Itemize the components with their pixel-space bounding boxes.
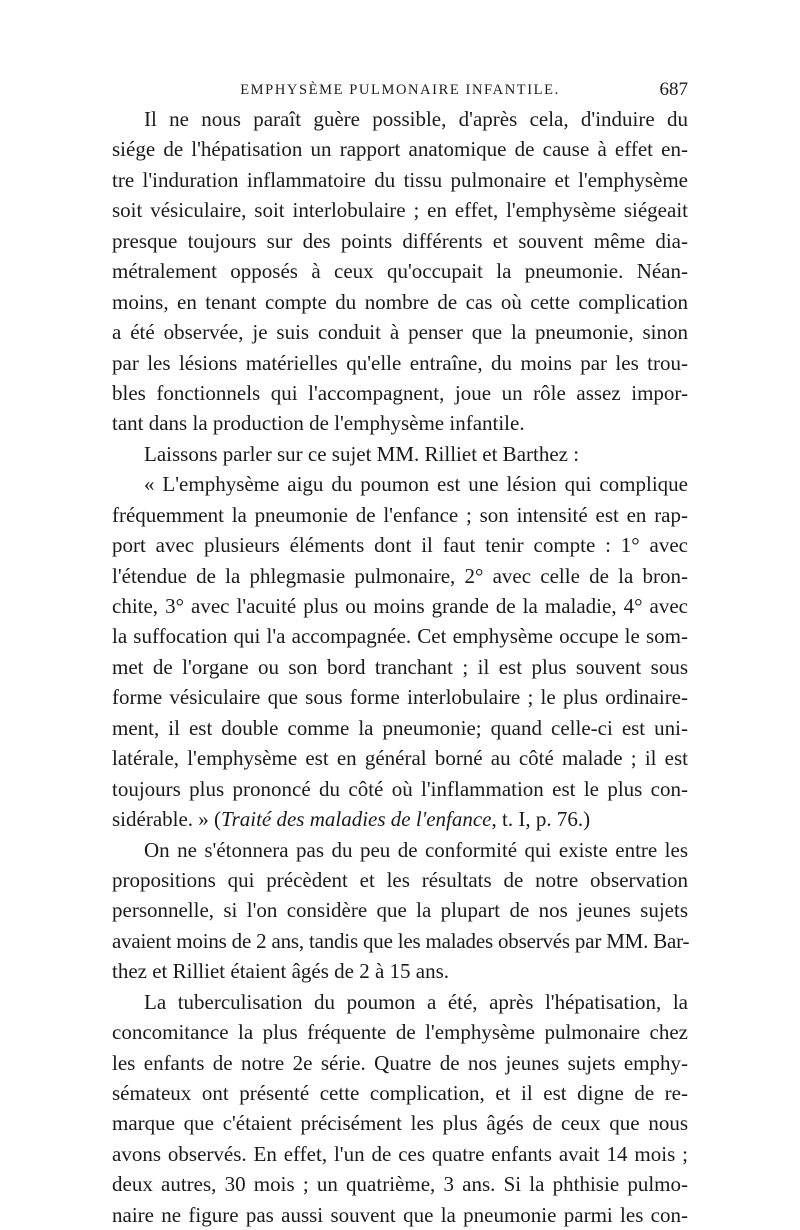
text-line: sémateux ont présenté cette complication, et il est digne de re- bbox=[112, 1081, 688, 1105]
text-line: marque que c'étaient précisément les plus âgés de ceux que nous bbox=[112, 1111, 688, 1136]
text-line: naire ne figure pas aussi souvent que la pneumonie parmi les con- bbox=[112, 1202, 688, 1227]
page-number: 687 bbox=[659, 79, 688, 100]
text-line: avons observés. En effet, l'un de ces quatre enfants avait 14 mois ; bbox=[112, 1141, 688, 1166]
body-text bbox=[112, 104, 688, 1230]
text-line: thez et Rilliet étaient âgés de 2 à 15 ans. bbox=[112, 959, 450, 984]
text-line: La tuberculisation du poumon a été, après l'hépatisation, la bbox=[144, 989, 688, 1014]
text-line: les enfants de notre 2e série. Quatre de nos jeunes sujets emphy- bbox=[112, 1050, 688, 1075]
text-line: « L'emphysème aigu du poumon est une lésion qui complique bbox=[144, 472, 688, 497]
text-line: Laissons parler sur ce sujet MM. Rilliet et Barthez : bbox=[144, 441, 580, 466]
text-line: propositions qui précèdent et les résultats de notre observation bbox=[112, 867, 688, 892]
text-line: par les lésions matérielles qu'elle entraîne, du moins par les trou- bbox=[112, 350, 688, 375]
citation-lead: sidérable. » bbox=[112, 807, 209, 832]
text-line: bles fonctionnels qui l'accompagnent, joue un rôle assez impor- bbox=[112, 380, 688, 405]
text-line: tant dans la production de l'emphysème infantile. bbox=[112, 411, 525, 436]
text-line: met de l'organe ou son bord tranchant ; il est plus souvent sous bbox=[112, 654, 688, 679]
text-line: On ne s'étonnera pas du peu de conformité qui existe entre les bbox=[144, 837, 688, 862]
text-line: tre l'induration inflammatoire du tissu pulmonaire et l'emphysème bbox=[112, 167, 688, 192]
running-title: EMPHYSÈME PULMONAIRE INFANTILE. bbox=[240, 82, 560, 98]
citation-open: ( bbox=[208, 807, 222, 832]
text-line: presque toujours sur des points différents et souvent même dia- bbox=[112, 228, 688, 253]
running-head bbox=[112, 78, 688, 102]
citation-title: Traité des maladies de l'enfance bbox=[221, 807, 492, 832]
text-line: a été observée, je suis conduit à penser que la pneumonie, sinon bbox=[112, 320, 688, 345]
citation-rest: , t. I, p. 76.) bbox=[491, 807, 591, 832]
text-line: l'étendue de la phlegmasie pulmonaire, 2° avec celle de la bron- bbox=[112, 563, 688, 588]
text-line: concomitance la plus fréquente de l'emphysème pulmonaire chez bbox=[112, 1020, 688, 1045]
text-line: port avec plusieurs éléments dont il faut tenir compte : 1° avec bbox=[112, 533, 688, 558]
text-line-citation bbox=[112, 804, 688, 834]
text-line: ment, il est double comme la pneumonie; quand celle-ci est uni- bbox=[112, 715, 688, 740]
text-line: siége de l'hépatisation un rapport anatomique de cause à effet en- bbox=[112, 137, 688, 162]
text-line: la suffocation qui l'a accompagnée. Cet emphysème occupe le som- bbox=[112, 624, 688, 649]
text-line: Il ne nous paraît guère possible, d'après cela, d'induire du bbox=[144, 107, 688, 131]
text-line: forme vésiculaire que sous forme interlobulaire ; le plus ordinaire- bbox=[112, 685, 688, 710]
text-line: personnelle, si l'on considère que la plupart de nos jeunes sujets bbox=[112, 898, 688, 923]
text-line: moins, en tenant compte du nombre de cas où cette complication bbox=[112, 289, 688, 314]
text-line: toujours plus prononcé du côté où l'inflammation est le plus con- bbox=[112, 776, 688, 801]
text-line: latérale, l'emphysème est en général borné au côté malade ; il est bbox=[112, 746, 688, 771]
text-line: avaient moins de 2 ans, tandis que les malades observés par MM. Bar- bbox=[112, 928, 690, 953]
text-line: fréquemment la pneumonie de l'enfance ; son intensité est en rap- bbox=[112, 502, 688, 527]
text-line: soit vésiculaire, soit interlobulaire ; en effet, l'emphysème siégeait bbox=[112, 198, 688, 223]
text-line: métralement opposés à ceux qu'occupait la pneumonie. Néan- bbox=[112, 259, 688, 284]
text-line: deux autres, 30 mois ; un quatrième, 3 ans. Si la phthisie pulmo- bbox=[112, 1172, 688, 1197]
text-line: chite, 3° avec l'acuité plus ou moins grande de la maladie, 4° avec bbox=[112, 594, 688, 618]
